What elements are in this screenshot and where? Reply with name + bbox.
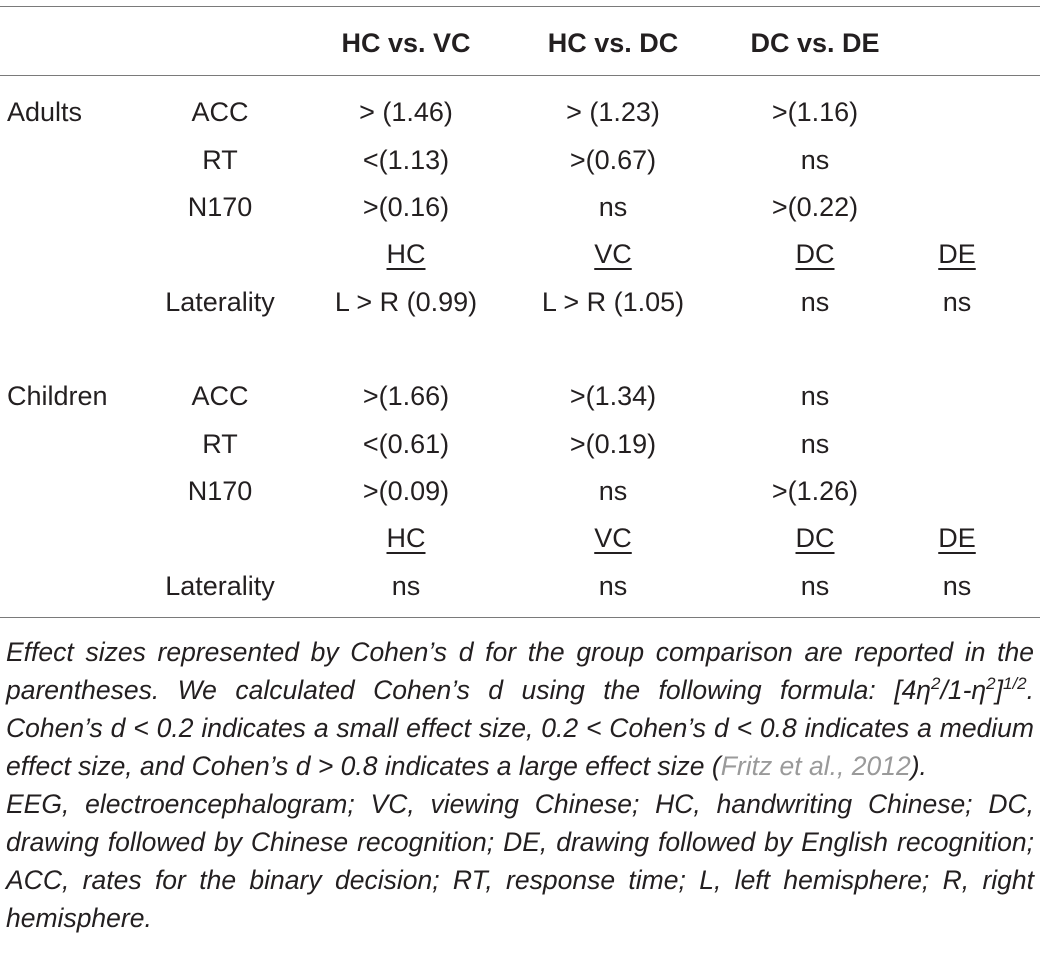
table-cell: ns — [391, 571, 421, 601]
table-cell: <(0.61) — [362, 429, 450, 459]
header-dc-vs-de: DC vs. DE — [750, 28, 880, 58]
table-cell: >(1.16) — [771, 97, 859, 127]
table-cell: L > R (0.99) — [334, 287, 478, 317]
table-cell: ns — [598, 192, 628, 222]
laterality-label: Laterality — [165, 287, 275, 317]
subheader-de: DE — [938, 523, 976, 553]
table-cell: ns — [598, 571, 628, 601]
table-cell: L > R (1.05) — [541, 287, 685, 317]
table-cell: >(0.19) — [569, 429, 657, 459]
footnote-effect-sizes: Effect sizes represented by Cohen’s d for the group comparison are reported in the parentheses. We calculated Cohen’s d using the following formula: $[4\eta^2/1-\eta^2]^{1/2}$. Cohen’s d < 0.2 indicates a small effect size, 0.2 < Cohen’s d < 0.8 indicates a medium effect size, and Cohen’s d > 0.8 indicates a large effect size (Fritz et al., 2012). — [6, 637, 1034, 781]
measure-label: RT — [202, 145, 238, 175]
table-cell: >(1.26) — [771, 476, 859, 506]
measure-label: RT — [202, 429, 238, 459]
table-cell: ns — [800, 571, 830, 601]
table-cell: <(1.13) — [362, 145, 450, 175]
table-cell: >(0.16) — [362, 192, 450, 222]
header-hc-vs-vc: HC vs. VC — [341, 28, 471, 58]
subheader-dc: DC — [795, 239, 835, 269]
laterality-label: Laterality — [165, 571, 275, 601]
table-footnotes — [6, 633, 1034, 937]
table-top-rule — [0, 6, 1040, 7]
measure-label: N170 — [187, 192, 253, 222]
table-cell: > (1.23) — [566, 97, 660, 127]
table-bottom-rule — [0, 617, 1040, 618]
subheader-de: DE — [938, 239, 976, 269]
group-label-children: Children — [7, 381, 108, 411]
group-label-adults: Adults — [7, 97, 83, 127]
subheader-hc: HC — [386, 239, 426, 269]
table-cell: ns — [800, 145, 830, 175]
table-cell: >(0.67) — [569, 145, 657, 175]
table-cell: >(0.09) — [362, 476, 450, 506]
subheader-dc: DC — [795, 523, 835, 553]
table-cell: >(1.66) — [362, 381, 450, 411]
table-cell: ns — [800, 381, 830, 411]
measure-label: ACC — [191, 381, 249, 411]
measure-label: ACC — [191, 97, 249, 127]
table-cell: >(0.22) — [771, 192, 859, 222]
header-hc-vs-dc: HC vs. DC — [547, 28, 679, 58]
citation-link[interactable]: Fritz et al., 2012 — [720, 751, 911, 781]
table-cell: ns — [598, 476, 628, 506]
subheader-hc: HC — [386, 523, 426, 553]
subheader-vc: VC — [594, 523, 632, 553]
measure-label: N170 — [187, 476, 253, 506]
table-cell: ns — [800, 429, 830, 459]
table-cell: ns — [942, 287, 972, 317]
subheader-vc: VC — [594, 239, 632, 269]
table-cell: ns — [800, 287, 830, 317]
table-header-rule — [0, 75, 1040, 76]
table-cell: > (1.46) — [359, 97, 453, 127]
footnote-abbreviations: EEG, electroencephalogram; VC, viewing Chinese; HC, handwriting Chinese; DC, drawing followed by Chinese recognition; DE, drawing followed by English recognition; ACC, rates for the binary decision; RT, response time; L, left hemisphere; R, right hemisphere. — [6, 789, 1034, 933]
table-cell: ns — [942, 571, 972, 601]
table-cell: >(1.34) — [569, 381, 657, 411]
